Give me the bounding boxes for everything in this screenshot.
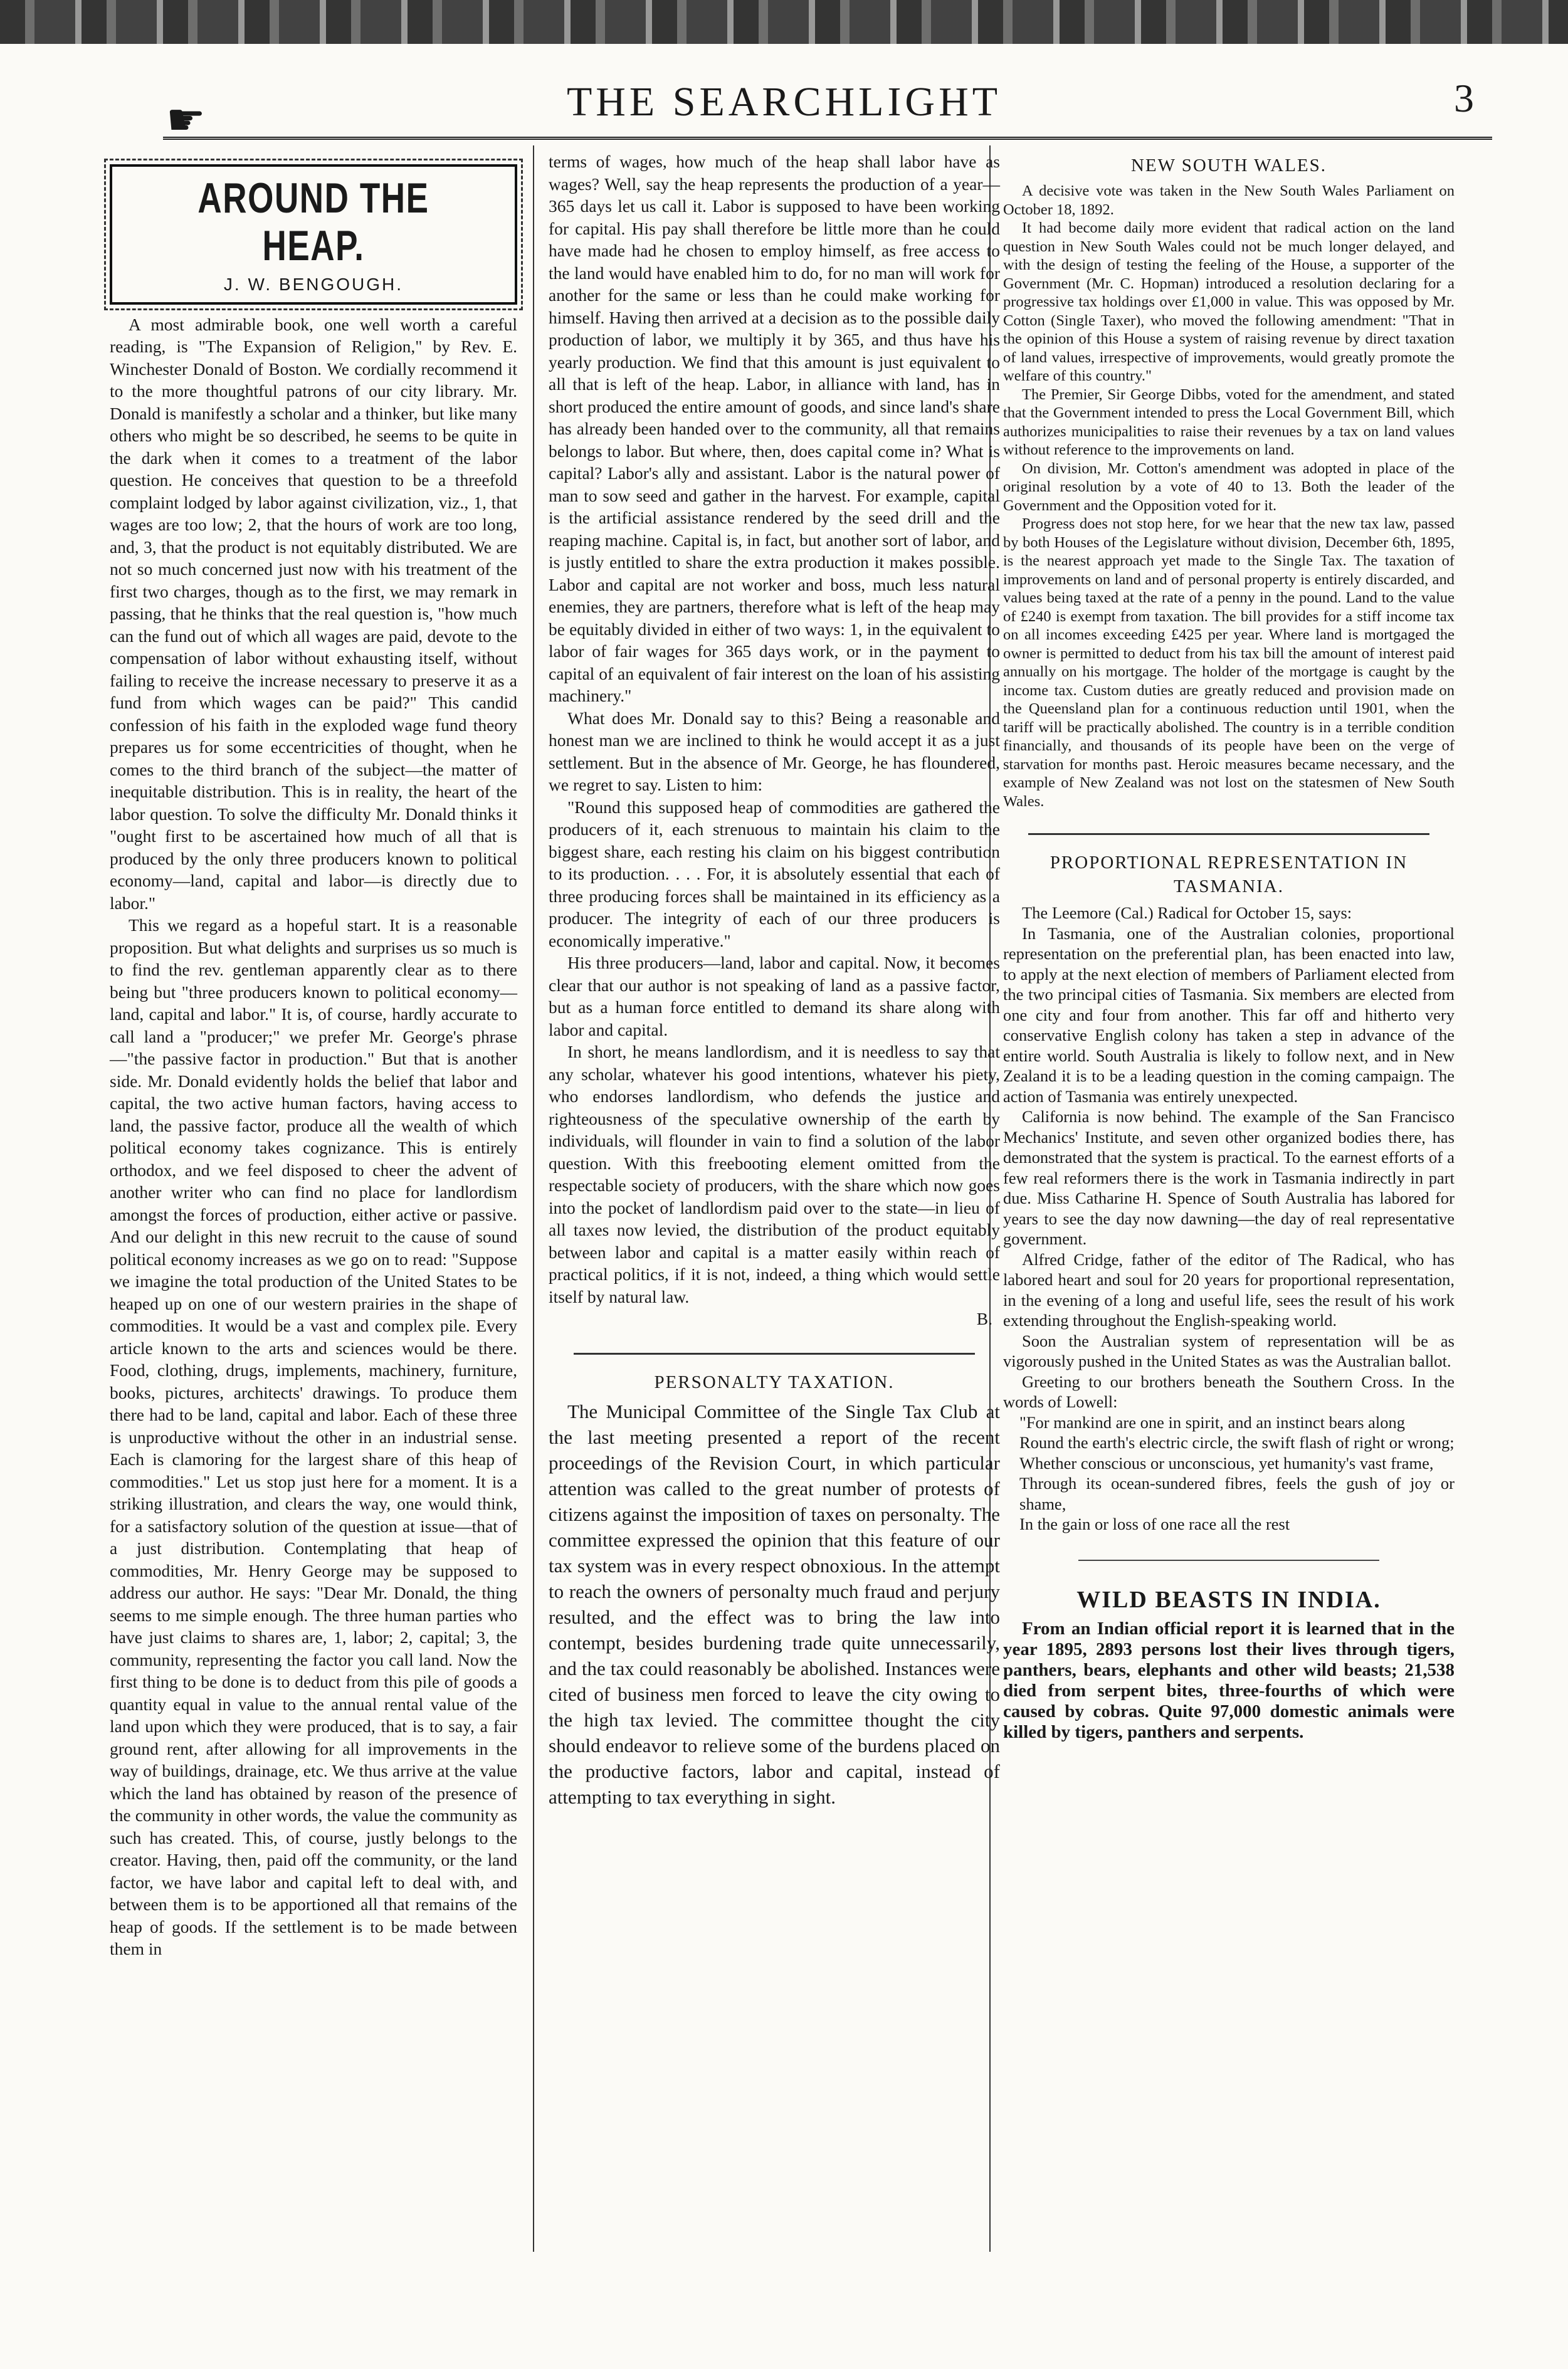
article-paragraph: His three producers—land, labor and capital. Now, it becomes clear that our author is not speaking of land as a passive factor, but as a human force entitled to demand its share along with labor and capital. — [549, 953, 1000, 1039]
article-paragraph: California is now behind. The example of the San Francisco Mechanics' Institute, and seven other organized bodies there, has demonstrated that the system is practical. To the earnest efforts of a few real reformers there is the work in Tasmania indirectly in part due. Miss Catharine H. Spence of South Australia has labored for years to see the day now dawning—the day of real representative government. — [1003, 1107, 1455, 1248]
verse-line: "For mankind are one in spirit, and an instinct bears along — [1019, 1412, 1406, 1432]
verse-line: Round the earth's electric circle, the swift flash of right or wrong; — [1019, 1433, 1455, 1452]
article-paragraph: From an Indian official report it is learned that in the year 1895, 2893 persons lost their lives through tigers, panthers, bears, elephants and other wild beasts; 21,538 died from serpent bites, three-fourths of which were caused by cobras. Quite 97,000 domestic animals were killed by tigers, panthers and serpents. — [1003, 1618, 1455, 1742]
scan-edge-band — [0, 0, 1568, 44]
article-paragraph: In Tasmania, one of the Australian colonies, proportional representation on the preferential plan, has been enacted into law, to apply at the next election of members of Parliament elected from the two principal cities of Tasmania. Six members are elected from one city and four from another. This far off and hitherto very conservative English colony has taken a step in advance of the entire world. South Australia is likely to follow next, and in New Zealand it is to be a leading question in the coming campaign. The action of Tasmania was entirely unexpected. — [1003, 923, 1455, 1106]
article-signoff: B. — [976, 1309, 992, 1328]
section-heading: PROPORTIONAL REPRESENTATION IN — [1050, 853, 1408, 873]
article-heading-box — [110, 164, 517, 305]
article-headline: AROUND THE HEAP. — [197, 174, 429, 270]
verse-line: Whether conscious or unconscious, yet humanity's vast frame, — [1019, 1453, 1434, 1473]
section-heading: TASMANIA. — [1174, 876, 1284, 896]
column-rule — [533, 145, 534, 2252]
article-paragraph: In short, he means landlordism, and it is needless to say that any scholar, whatever his good intentions, whatever his piety, who endorses landlordism, who defends the justice and righteousness of the speculative ownership of the earth by individuals, will flounder in vain to find a solution of the labor question. With this freebooting element omitted from the respectable society of producers, with the share which now goes into the pocket of landlordism paid over to the state—in lieu of all taxes now levied, the distribution of the product equitably between labor and capital is a matter easily within reach of practical politics, if it is not, indeed, a thing which would settle itself by natural law. — [549, 1042, 1000, 1306]
article-paragraph: terms of wages, how much of the heap shall labor have as wages? Well, say the heap represents the production of a year—365 days let us call it. Labor is supposed to have been working for capital. His pay shall therefore be little more than he could have made had he chosen to employ himself, as free access to the land would have enabled him to do, for no man will work for another for the same or less than he could make working for himself. Having then arrived at a decision as to the possible daily production of labor, we multiply it by 365, and thus have his yearly production. We find that this amount is just equivalent to all that is left of the heap. Labor, in alliance with land, has in short produced the entire amount of goods, and since land's share has already been handed over to the community, all that remains belongs to labor. But where, then, does capital come in? What is capital? Labor's ally and assistant. Labor is the natural power of man to sow seed and gather in the harvest. For example, capital is the artificial assistance rendered by the seed drill and the reaping machine. Capital is, in fact, but another sort of labor, and is justly entitled to share the extra production it makes possible. Labor and capital are not worker and boss, much less natural enemies, they are partners, therefore what is left of the heap may be equitably divided in either of two ways: 1, in the equivalent to labor of fair wages for 365 days work, or in the payment to capital of an equivalent of fair interest on the loan of his assisting machinery." — [549, 152, 1000, 705]
column-3 — [1003, 150, 1455, 1743]
article-paragraph: A decisive vote was taken in the New South Wales Parliament on October 18, 1892. — [1003, 182, 1455, 218]
article-paragraph: On division, Mr. Cotton's amendment was adopted in place of the original resolution by a vote of 40 to 13. Both the leader of the Government and the Opposition voted for it. — [1003, 460, 1455, 514]
header-rule — [163, 137, 1492, 140]
article-paragraph: Soon the Australian system of representation will be as vigorously pushed in the United States as was the Australian ballot. — [1003, 1331, 1455, 1370]
article-byline: J. W. BENGOUGH. — [223, 275, 404, 294]
article-paragraph: This we regard as a hopeful start. It is a reasonable proposition. But what delights and surprises us so much is to find the rev. gentleman apparently clear as to there being but "three producers known to political economy—land, capital and labor." It is, of course, hardly accurate to call land a "producer;" we prefer Mr. George's phrase—"the passive factor in production." But that is another side. Mr. Donald evidently holds the belief that labor and capital, the two active human factors, having access to land, the passive factor, produce all the wealth of which political economy takes cognizance. This is entirely orthodox, and we feel disposed to cheer the advent of another writer who can find no place for landlordism amongst the forces of production, either active or passive. And our delight in this new recruit to the cause of sound political economy increases as we go on to read: "Suppose we imagine the total production of the United States to be heaped up on one of our western prairies in the shape of commodities. It would be a vast and complex pile. Every article known to the arts and sciences would be there. Food, clothing, drugs, implements, machinery, furniture, books, pictures, architects' drawings. To produce them there had to be land, capital and labor. Each of these three is unproductive without the other in an industrial sense. Each is clamoring for the largest share of this heap of commodities." Let us stop just here for a moment. It is a striking illustration, and clears the way, one would think, for a satisfactory solution of the question at issue—that of a just distribution. Contemplating that heap of commodities, Mr. Henry George may be supposed to address our author. He says: "Dear Mr. Donald, the thing seems to me simple enough. The three human parties who have just claims to shares are, 1, labor; 2, capital; 3, the community, representing the factor you call land. Now the first thing to be done is to deduct from this pile of goods a quantity equal in value to the annual rental value of the land upon which they were produced, that is to say, a fair ground rent, after allowing for all improvements in the way of buildings, drainage, etc. We thus arrive at the value which the land has obtained by reason of the presence of the community in other words, the value the community as such has created. This, of course, justly belongs to the creator. Having, then, paid off the community, or the land factor, we have labor and capital left to deal with, and between them is to be apportioned all that remains of the heap of goods. If the settlement is to be made between them in — [110, 915, 517, 1958]
article-paragraph: The Premier, Sir George Dibbs, voted for the amendment, and stated that the Government intended to press the Local Government Bill, which authorizes municipalities to raise their revenues by a tax on land values without reference to the improvements on land. — [1003, 386, 1455, 458]
article-paragraph: Greeting to our brothers beneath the Southern Cross. In the words of Lowell: — [1003, 1372, 1455, 1411]
pointing-hand-icon: ☛ — [166, 94, 206, 145]
article-paragraph: What does Mr. Donald say to this? Being a reasonable and honest man we are inclined to think he would accept it as a just settlement. But in the absence of Mr. George, he has floundered, we regret to say. Listen to him: — [549, 708, 1000, 794]
article-paragraph: The Municipal Committee of the Single Tax Club at the last meeting presented a report of the recent proceedings of the Revision Court, in which particular attention was called to the great number of protests of citizens against the imposition of taxes on personalty. The committee expressed the opinion that this feature of our tax system was in every respect obnoxious. In the attempt to reach the owners of personalty much fraud and perjury resulted, and the effect was to bring the law into contempt, besides burdening trade quite unnecessarily, and the tax could reasonably be abolished. Instances were cited of business men forced to leave the city owing to the high tax levied. The committee thought the city should endeavor to relieve some of the burdens placed on the productive factors, labor and capital, instead of attempting to tax everything in sight. — [549, 1400, 1000, 1808]
article-paragraph: A most admirable book, one well worth a careful reading, is "The Expansion of Religion," by Rev. E. Winchester Donald of Boston. We cordially recommend it to the more thoughtful patrons of our city library. Mr. Donald is manifestly a scholar and a thinker, but like many others who might be so described, he seems to be quite in the dark when it comes to a treatment of the labor question. He conceives that question to be a threefold complaint lodged by labor against civilization, viz., 1, that wages are too low; 2, that the hours of work are too long, and, 3, that the product is not equitably distributed. We are not so much concerned just now with his treatment of the first two charges, though as to the first, we may remark in passing, that he thinks that the real question is, "how much can the fund out of which all wages are paid, devote to the compensation of labor without exhausting itself, without failing to receive the increase necessary to preserve it as a fund from which wages can be paid?" This candid confession of his faith in the exploded wage fund theory prepares us for some eccentricities of thought, when he comes to the third branch of the subject—the matter of inequitable distribution. This is in reality, the heart of the labor question. To solve the difficulty Mr. Donald thinks it "ought first to be ascertained how much of all that is produced by the only three producers known to political economy—land, capital and labor—is directly due to labor." — [110, 314, 517, 913]
section-heading: NEW SOUTH WALES. — [1130, 155, 1327, 176]
column-1 — [110, 150, 517, 1960]
page-number: 3 — [1454, 76, 1474, 120]
article-paragraph: The Leemore (Cal.) Radical for October 15, says: — [1022, 903, 1352, 922]
quoted-paragraph: "Round this supposed heap of commodities are gathered the producers of it, each strenuous to maintain his claim to the biggest share, each resting his claim on his biggest contribution to its production. . . . For, it is absolutely essential that each of three producing forces shall be maintained in its efficiency as a producer. The integrity of each of our three producers is economically imperative." — [549, 797, 1000, 950]
column-2 — [549, 150, 1000, 1810]
verse-line: Through its ocean-sundered fibres, feels the gush of joy or shame, — [1019, 1474, 1455, 1513]
section-divider — [574, 1353, 975, 1355]
section-divider — [1078, 1560, 1379, 1561]
article-paragraph: Progress does not stop here, for we hear that the new tax law, passed by both Houses of the Legislature without division, December 6th, 1895, is the nearest approach yet made to the Single Tax. The taxation of improvements on land and of personal property is entirely discarded, and values being taxed at the rate of a penny in the pound. Land to the value of £240 is exempt from taxation. The bill provides for a stiff income tax on all incomes exceeding £425 per year. Where land is mortgaged the owner is permitted to deduct from his tax bill the amount of interest paid annually on his mortgage. The holder of the mortgage is caught by the income tax. Custom duties are greatly reduced and provision made on the Queensland plan for a continuous reduction until 1901, when the tariff will be practically abolished. The country is in a terrible condition financially, and thousands of its people have been on the verge of starvation for months past. Heroic measures became necessary, and the example of New Zealand was not lost on the statesmen of New South Wales. — [1003, 515, 1455, 810]
section-divider — [1028, 833, 1429, 835]
paper-name: THE SEARCHLIGHT — [566, 79, 1002, 125]
section-heading: PERSONALTY TAXATION. — [654, 1372, 895, 1392]
article-paragraph: Alfred Cridge, father of the editor of The Radical, who has labored heart and soul for 20 years for proportional representation, in the evening of a long and useful life, sees the result of his work extending throughout the English-speaking world. — [1003, 1249, 1455, 1330]
beasts-article — [1003, 1619, 1455, 1743]
article-paragraph: It had become daily more evident that radical action on the land question in New South Wales could not be much longer delayed, and with the design of testing the feeling of the House, a supporter of the Government (Mr. C. Hopman) introduced a resolution declaring for a progressive tax holdings over £1,000 in value. This was opposed by Mr. Cotton (Single Taxer), who moved the following amendment: "That in the opinion of this House a system of raising revenue by direct taxation of land values, irrespective of improvements, would greatly promote the welfare of this country." — [1003, 219, 1455, 384]
section-heading: WILD BEASTS IN INDIA. — [1076, 1586, 1381, 1613]
pr-article — [1003, 903, 1455, 1535]
verse-line: In the gain or loss of one race all the rest — [1019, 1515, 1290, 1533]
nsw-article — [1003, 182, 1455, 811]
masthead — [0, 69, 1568, 145]
